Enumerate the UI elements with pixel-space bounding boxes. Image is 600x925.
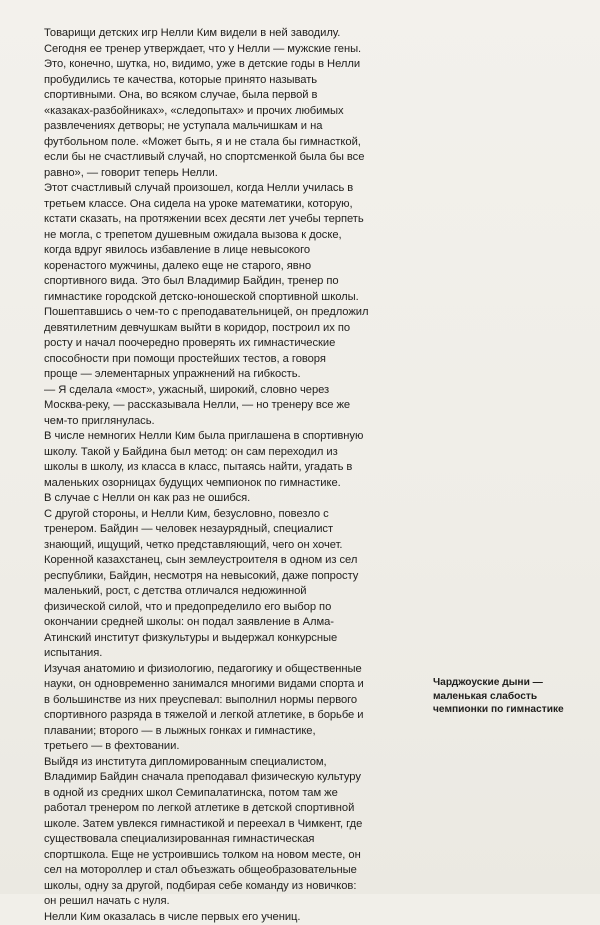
article-line: развлечениях детворы; не уступала мальчишкам и на [44,119,424,135]
article-body [44,26,424,925]
article-line: — Я сделала «мост», ужасный, широкий, словно через [44,383,424,399]
article-line: Владимир Байдин сначала преподавал физическую культуру [44,770,424,786]
article-line: девятилетним девчушкам выйти в коридор, построил их по [44,321,424,337]
article-line: республики, Байдин, несмотря на невысокий, даже попросту [44,569,424,585]
article-line: Нелли Ким оказалась в числе первых его учениц. [44,910,424,925]
article-line: он решил начать с нуля. [44,894,424,910]
article-line: школы, одну за другой, подбирая себе команду из новичков: [44,879,424,895]
article-line: школе. Затем увлекся гимнастикой и переехал в Чимкент, где [44,817,424,833]
article-line: Это, конечно, шутка, но, видимо, уже в детские годы в Нелли [44,57,424,73]
article-line: спортивными. Она, во всяком случае, была первой в [44,88,424,104]
article-line: коренастого мужчины, далеко еще не старого, явно [44,259,424,275]
article-line: знающий, ищущий, четко представляющий, чего он хочет. [44,538,424,554]
article-line: кстати сказать, на протяжении всех десяти лет учебы терпеть [44,212,424,228]
article-line: чем-то приглянулась. [44,414,424,430]
article-line: проще — элементарных упражнений на гибкость. [44,367,424,383]
article-line: С другой стороны, и Нелли Ким, безусловно, повезло с [44,507,424,523]
article-line: окончании средней школы: он подал заявление в Алма- [44,615,424,631]
article-line: спортивного разряда в тяжелой и легкой атлетике, в борьбе и [44,708,424,724]
article-line: росту и начал поочередно проверять их гимнастические [44,336,424,352]
article-line: Выйдя из института дипломированным специалистом, [44,755,424,771]
article-line: пробудились те качества, которые принято называть [44,73,424,89]
article-line: гимнастике городской детско-юношеской спортивной школы. [44,290,424,306]
article-line: «казаках-разбойниках», «следопытах» и прочих любимых [44,104,424,120]
article-line: третьего — в фехтовании. [44,739,424,755]
article-line: третьем классе. Она сидела на уроке математики, которую, [44,197,424,213]
article-line: плавании; второго — в лыжных гонках и гимнастике, [44,724,424,740]
article-line: маленьких озорницах будущих чемпионок по гимнастике. [44,476,424,492]
article-line: в большинстве из них преуспевал: выполнил нормы первого [44,693,424,709]
article-line: сел на мотороллер и стал объезжать общеобразовательные [44,863,424,879]
article-line: футбольном поле. «Может быть, я и не стала бы гимнасткой, [44,135,424,151]
article-line: спортивного вида. Это был Владимир Байдин, тренер по [44,274,424,290]
article-line: Коренной казахстанец, сын землеустроителя в одном из сел [44,553,424,569]
article-line: науки, он одновременно занимался многими видами спорта и [44,677,424,693]
article-line: равно», — говорит теперь Нелли. [44,166,424,182]
article-line: Пошептавшись о чем-то с преподавательницей, он предложил [44,305,424,321]
article-line: Москва-реку, — рассказывала Нелли, — но тренеру все же [44,398,424,414]
article-line: тренером. Байдин — человек незаурядный, специалист [44,522,424,538]
article-line: В случае с Нелли он как раз не ошибся. [44,491,424,507]
article-line: Этот счастливый случай произошел, когда Нелли училась в [44,181,424,197]
article-line: школы в школу, из класса в класс, пытаясь найти, угадать в [44,460,424,476]
article-line: Изучая анатомию и физиологию, педагогику и общественные [44,662,424,678]
article-line: В числе немногих Нелли Ким была приглашена в спортивную [44,429,424,445]
article-line: способности при помощи простейших тестов, а говоря [44,352,424,368]
article-line: если бы не счастливый случай, но спортсменкой была бы все [44,150,424,166]
caption-line: маленькая слабость [433,690,593,704]
caption-line: Чарджоуские дыни — [433,676,593,690]
article-line: существовала специализированная гимнастическая [44,832,424,848]
article-line: Товарищи детских игр Нелли Ким видели в ней заводилу. [44,26,424,42]
article-line: спортшкола. Еще не устроившись толком на новом месте, он [44,848,424,864]
article-line: испытания. [44,646,424,662]
article-line: Сегодня ее тренер утверждает, что у Нелли — мужские гены. [44,42,424,58]
article-line: работал тренером по легкой атлетике в детской спортивной [44,801,424,817]
photo-caption [433,676,593,717]
article-line: физической силой, что и предопределило его выбор по [44,600,424,616]
article-line: маленький, рост, с детства отличался недюжинной [44,584,424,600]
article-line: школу. Такой у Байдина был метод: он сам переходил из [44,445,424,461]
article-line: в одной из средних школ Семипалатинска, потом там же [44,786,424,802]
article-line: не могла, с трепетом душевным ожидала вызова к доске, [44,228,424,244]
article-line: когда вдруг явилось избавление в лице невысокого [44,243,424,259]
caption-line: чемпионки по гимнастике [433,703,593,717]
article-line: Атинский институт физкультуры и выдержал конкурсные [44,631,424,647]
